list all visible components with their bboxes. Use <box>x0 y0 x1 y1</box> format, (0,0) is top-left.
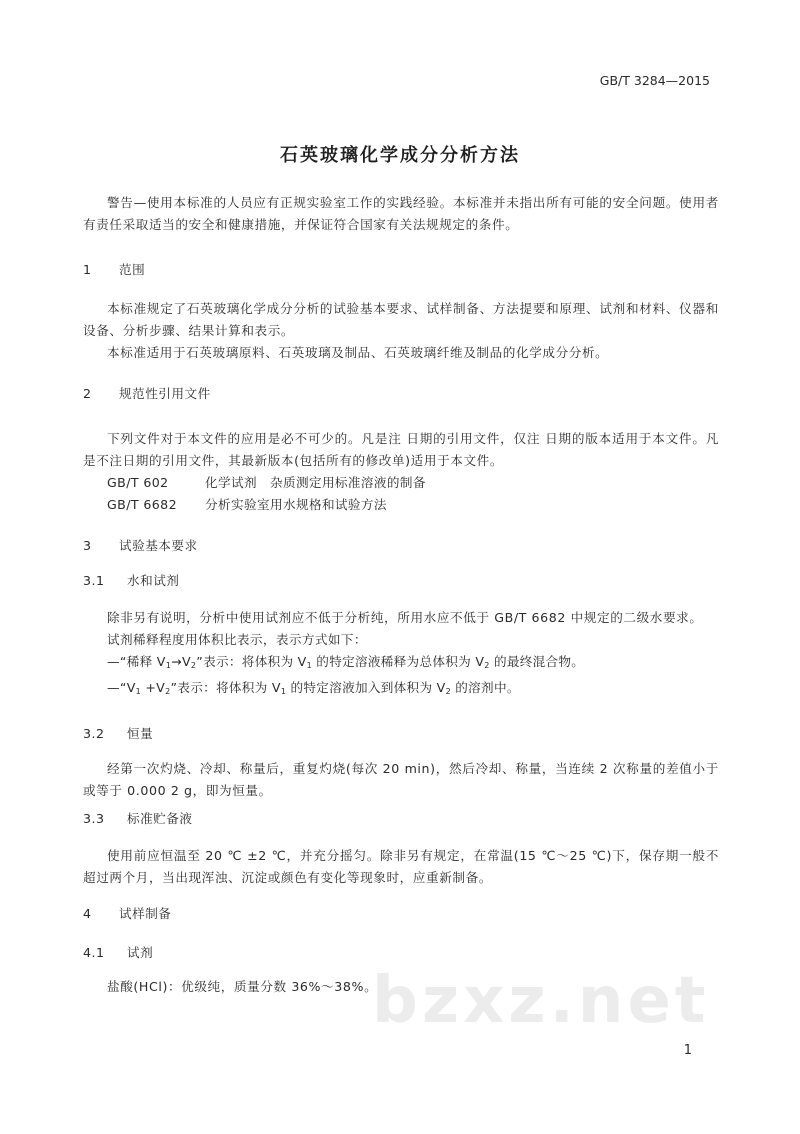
reference-title: 分析实验室用水规格和试验方法 <box>205 497 387 512</box>
section-4-1-heading <box>83 942 153 964</box>
section-2-body <box>83 428 719 516</box>
section-3-3-heading <box>83 808 192 830</box>
section-number: 3.3 <box>83 811 105 826</box>
section-title: 试剂 <box>127 945 154 960</box>
section-3-heading <box>83 535 198 557</box>
reference-code: GB/T 6682 <box>107 497 177 512</box>
section-number: 3.1 <box>83 573 105 588</box>
section-number: 1 <box>83 262 92 277</box>
dash-list-item: —“稀释 $V_1\to V_2$”表示：将体积为 $V_1$ 的特定溶液稀释为总体积为 $V_2$ 的最终混合物。 <box>107 654 585 670</box>
reference-title: 化学试剂 杂质测定用标准溶液的制备 <box>205 475 426 490</box>
page-number: 1 <box>683 1043 692 1058</box>
paragraph: 使用前应恒温至 20 ℃ ±2 ℃，并充分摇匀。除非另有规定，在常温(15 ℃～25 ℃)下，保存期一般不超过两个月，当出现浑浊、沉淀或颜色有变化等现象时，应重新制备。 <box>83 848 719 885</box>
paragraph: 盐酸(HCl)：优级纯，质量分数 36%～38%。 <box>107 979 378 994</box>
paragraph: 试剂稀释程度用体积比表示，表示方式如下： <box>107 632 367 647</box>
paragraph: 除非另有说明，分析中使用试剂应不低于分析纯，所用水应不低于 GB/T 6682 中规定的二级水要求。 <box>107 610 703 625</box>
paragraph: 下列文件对于本文件的应用是必不可少的。凡是注 日期的引用文件，仅注 日期的版本适用于本文件。凡是不注日期的引用文件，其最新版本(包括所有的修改单)适用于本文件。 <box>83 431 719 468</box>
section-number: 4.1 <box>83 945 105 960</box>
reference-item <box>83 472 719 494</box>
section-title: 试验基本要求 <box>119 538 198 553</box>
section-number: 3.2 <box>83 726 105 741</box>
paragraph: 本标准规定了石英玻璃化学成分分析的试验基本要求、试样制备、方法提要和原理、试剂和材料、仪器和设备、分析步骤、结果计算和表示。 <box>83 301 719 338</box>
section-3-2-body <box>83 758 719 802</box>
section-number: 4 <box>83 906 92 921</box>
section-number: 2 <box>83 386 92 401</box>
section-2-heading <box>83 383 211 405</box>
warning-block <box>83 192 719 236</box>
section-3-1-heading <box>83 570 179 592</box>
section-number: 3 <box>83 538 92 553</box>
watermark: bzxz.net <box>372 964 710 1038</box>
paragraph: 经第一次灼烧、冷却、称量后，重复灼烧(每次 20 min)，然后冷却、称量，当连续 2 次称量的差值小于或等于 0.000 2 g，即为恒量。 <box>83 761 719 798</box>
section-title: 规范性引用文件 <box>119 386 211 401</box>
section-1-body <box>83 298 719 364</box>
warning-paragraph: 警告—使用本标准的人员应有正规实验室工作的实践经验。本标准并未指出所有可能的安全问题。使用者有责任采取适当的安全和健康措施，并保证符合国家有关法规规定的条件。 <box>83 195 719 232</box>
paragraph: 本标准适用于石英玻璃原料、石英玻璃及制品、石英玻璃纤维及制品的化学成分分析。 <box>107 345 609 360</box>
section-title: 范围 <box>119 262 146 277</box>
section-title: 试样制备 <box>119 906 172 921</box>
dash-list-item: $—“V_1 +V_2$”表示：将体积为 $V_1$ 的特定溶液加入到体积为 $V_2$ 的溶剂中。 <box>107 680 520 696</box>
standard-number: GB/T 3284—2015 <box>599 73 710 88</box>
section-3-2-heading <box>83 723 153 745</box>
section-4-heading <box>83 903 171 925</box>
reference-code: GB/T 602 <box>107 475 169 490</box>
section-title: 水和试剂 <box>127 573 180 588</box>
section-3-3-body <box>83 845 719 889</box>
section-title: 恒量 <box>127 726 154 741</box>
section-1-heading <box>83 259 145 281</box>
document-title: 石英玻璃化学成分分析方法 <box>280 145 520 166</box>
section-3-1-body <box>83 607 719 703</box>
section-title: 标准贮备液 <box>127 811 193 826</box>
reference-item <box>83 494 719 516</box>
